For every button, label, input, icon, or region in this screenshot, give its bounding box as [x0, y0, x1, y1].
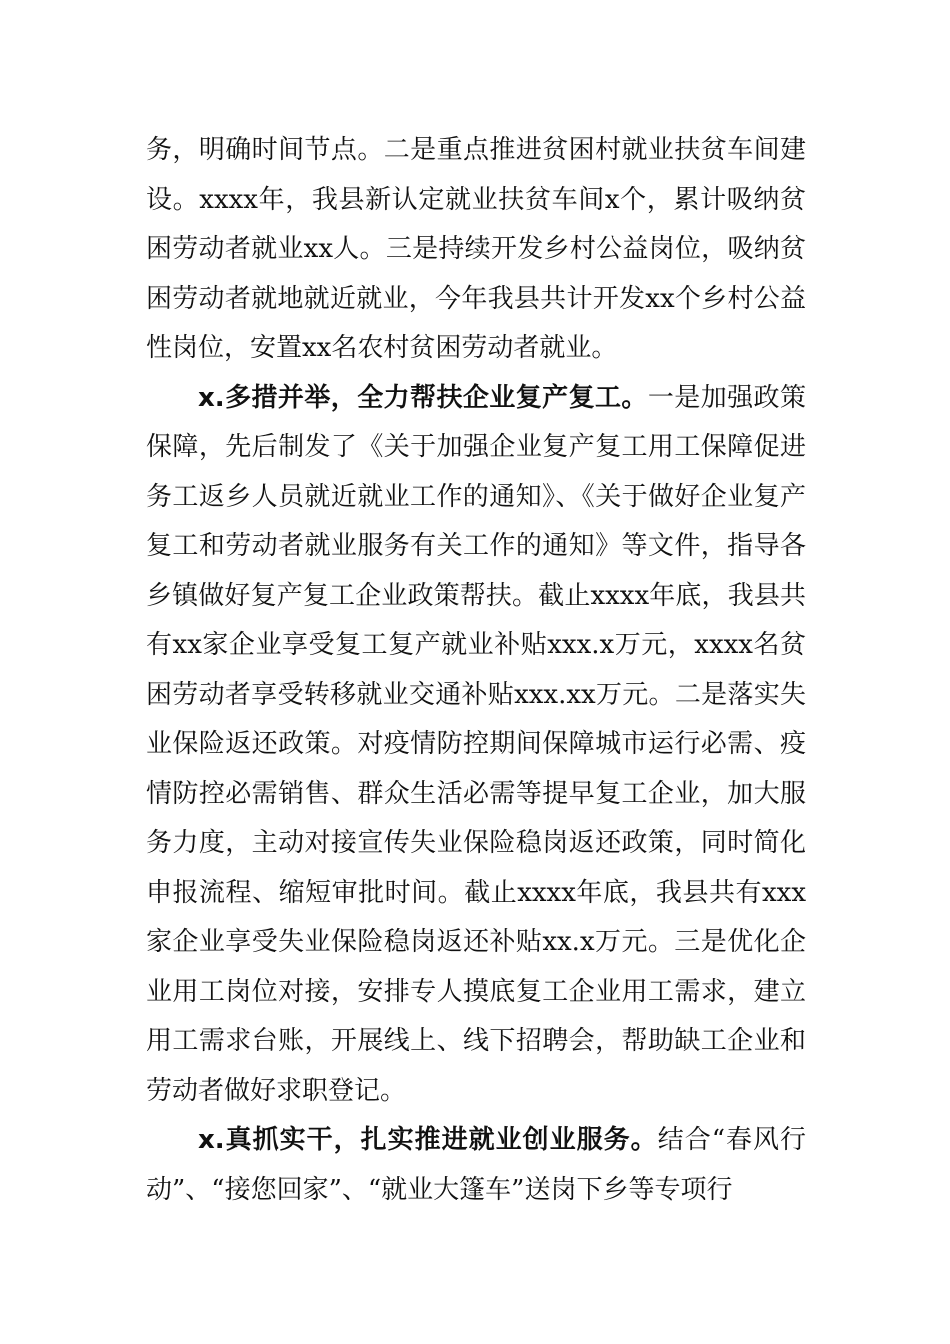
section-heading: x.真抓实干，扎实推进就业创业服务。 [198, 1125, 658, 1155]
document-body [146, 126, 806, 1215]
paragraph-continuation [146, 126, 806, 374]
paragraph-text: 一是加强政策保障，先后制发了《关于加强企业复产复工用工保障促进务工返乡人员就近就业工作的通知》、《关于做好企业复产复工和劳动者就业服务有关工作的通知》等文件，指导各乡镇做好复产复工企业政策帮扶。截止xxxx年底，我县共有xx家企业享受复工复产就业补贴xxx.x万元，xxxx名贫困劳动者享受转移就业交通补贴xxx.xx万元。二是落实失业保险返还政策。对疫情防控期间保障城市运行必需、疫情防控必需销售、群众生活必需等提早复工企业，加大服务力度，主动对接宣传失业保险稳岗返还政策，同时简化申报流程、缩短审批时间。截止xxxx年底，我县共有xxx家企业享受失业保险稳岗返还补贴xx.x万元。三是优化企业用工岗位对接，安排专人摸底复工企业用工需求，建立用工需求台账，开展线上、线下招聘会，帮助缺工企业和劳动者做好求职登记。 [146, 382, 806, 1106]
section-heading: x.多措并举，全力帮扶企业复产复工。 [198, 382, 648, 413]
paragraph-enterprise-resumption [146, 374, 806, 1117]
paragraph-text: 务，明确时间节点。二是重点推进贫困村就业扶贫车间建设。xxxx年，我县新认定就业扶贫车间x个，累计吸纳贫困劳动者就业xx人。三是持续开发乡村公益岗位，吸纳贫困劳动者就地就近就业，今年我县共计开发xx个乡村公益性岗位，安置xx名农村贫困劳动者就业。 [146, 135, 806, 363]
paragraph-employment-services [146, 1116, 806, 1215]
paragraph-text: 结合“春风行动”、“接您回家”、“就业大篷车”送岗下乡等专项行 [146, 1125, 806, 1205]
